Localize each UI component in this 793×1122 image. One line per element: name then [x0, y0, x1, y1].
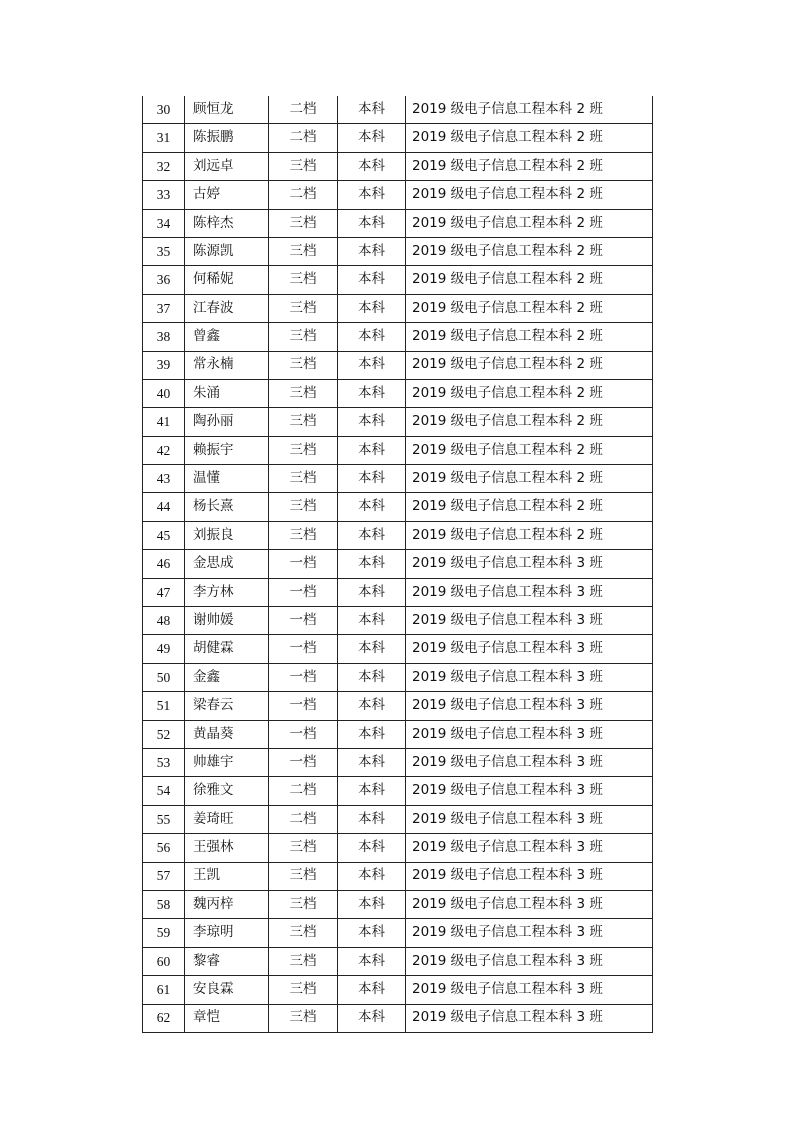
- class-name: 2019 级电子信息工程本科 3 班: [406, 805, 653, 833]
- table-row: [143, 663, 653, 691]
- class-name: 2019 级电子信息工程本科 3 班: [406, 1004, 653, 1032]
- row-number: 30: [143, 96, 185, 124]
- table-row: [143, 635, 653, 663]
- table-row: [143, 124, 653, 152]
- table-row: [143, 862, 653, 890]
- education-level: 本科: [338, 635, 406, 663]
- class-name: 2019 级电子信息工程本科 3 班: [406, 862, 653, 890]
- table-row: [143, 408, 653, 436]
- education-level: 本科: [338, 919, 406, 947]
- education-level: 本科: [338, 152, 406, 180]
- education-level: 本科: [338, 379, 406, 407]
- education-level: 本科: [338, 436, 406, 464]
- grade-tier: 三档: [269, 436, 338, 464]
- row-number: 43: [143, 465, 185, 493]
- student-name: 胡健霖: [185, 635, 269, 663]
- row-number: 38: [143, 323, 185, 351]
- grade-tier: 二档: [269, 777, 338, 805]
- education-level: 本科: [338, 521, 406, 549]
- student-roster-table: [142, 96, 653, 1033]
- row-number: 61: [143, 976, 185, 1004]
- table-row: [143, 96, 653, 124]
- student-name: 江春波: [185, 294, 269, 322]
- row-number: 57: [143, 862, 185, 890]
- grade-tier: 一档: [269, 550, 338, 578]
- grade-tier: 三档: [269, 408, 338, 436]
- class-name: 2019 级电子信息工程本科 3 班: [406, 890, 653, 918]
- student-name: 章恺: [185, 1004, 269, 1032]
- education-level: 本科: [338, 266, 406, 294]
- row-number: 32: [143, 152, 185, 180]
- education-level: 本科: [338, 323, 406, 351]
- table-row: [143, 720, 653, 748]
- student-name: 赖振宇: [185, 436, 269, 464]
- education-level: 本科: [338, 124, 406, 152]
- education-level: 本科: [338, 607, 406, 635]
- student-name: 王凯: [185, 862, 269, 890]
- class-name: 2019 级电子信息工程本科 2 班: [406, 351, 653, 379]
- education-level: 本科: [338, 181, 406, 209]
- row-number: 44: [143, 493, 185, 521]
- row-number: 42: [143, 436, 185, 464]
- table-row: [143, 493, 653, 521]
- grade-tier: 一档: [269, 692, 338, 720]
- row-number: 48: [143, 607, 185, 635]
- class-name: 2019 级电子信息工程本科 2 班: [406, 237, 653, 265]
- grade-tier: 三档: [269, 976, 338, 1004]
- grade-tier: 三档: [269, 152, 338, 180]
- row-number: 58: [143, 890, 185, 918]
- row-number: 36: [143, 266, 185, 294]
- education-level: 本科: [338, 947, 406, 975]
- table-row: [143, 237, 653, 265]
- class-name: 2019 级电子信息工程本科 3 班: [406, 834, 653, 862]
- table-row: [143, 692, 653, 720]
- table-row: [143, 294, 653, 322]
- row-number: 51: [143, 692, 185, 720]
- table-row: [143, 181, 653, 209]
- row-number: 40: [143, 379, 185, 407]
- student-name: 何稀妮: [185, 266, 269, 294]
- grade-tier: 三档: [269, 294, 338, 322]
- row-number: 54: [143, 777, 185, 805]
- class-name: 2019 级电子信息工程本科 2 班: [406, 465, 653, 493]
- table-row: [143, 976, 653, 1004]
- table-row: [143, 578, 653, 606]
- table-row: [143, 351, 653, 379]
- row-number: 59: [143, 919, 185, 947]
- class-name: 2019 级电子信息工程本科 3 班: [406, 692, 653, 720]
- class-name: 2019 级电子信息工程本科 3 班: [406, 720, 653, 748]
- table-row: [143, 266, 653, 294]
- row-number: 39: [143, 351, 185, 379]
- row-number: 45: [143, 521, 185, 549]
- student-name: 陈梓杰: [185, 209, 269, 237]
- grade-tier: 三档: [269, 266, 338, 294]
- row-number: 35: [143, 237, 185, 265]
- education-level: 本科: [338, 834, 406, 862]
- table-row: [143, 919, 653, 947]
- grade-tier: 三档: [269, 323, 338, 351]
- class-name: 2019 级电子信息工程本科 3 班: [406, 663, 653, 691]
- row-number: 41: [143, 408, 185, 436]
- education-level: 本科: [338, 890, 406, 918]
- student-name: 王强林: [185, 834, 269, 862]
- grade-tier: 三档: [269, 890, 338, 918]
- education-level: 本科: [338, 805, 406, 833]
- class-name: 2019 级电子信息工程本科 3 班: [406, 635, 653, 663]
- table-row: [143, 209, 653, 237]
- student-name: 陶孙丽: [185, 408, 269, 436]
- row-number: 49: [143, 635, 185, 663]
- row-number: 62: [143, 1004, 185, 1032]
- class-name: 2019 级电子信息工程本科 3 班: [406, 578, 653, 606]
- roster-body: [143, 96, 653, 1032]
- grade-tier: 一档: [269, 607, 338, 635]
- class-name: 2019 级电子信息工程本科 2 班: [406, 96, 653, 124]
- student-name: 徐雅文: [185, 777, 269, 805]
- education-level: 本科: [338, 237, 406, 265]
- grade-tier: 三档: [269, 351, 338, 379]
- education-level: 本科: [338, 209, 406, 237]
- table-row: [143, 947, 653, 975]
- grade-tier: 三档: [269, 379, 338, 407]
- row-number: 37: [143, 294, 185, 322]
- education-level: 本科: [338, 351, 406, 379]
- row-number: 46: [143, 550, 185, 578]
- table-row: [143, 550, 653, 578]
- student-name: 顾恒龙: [185, 96, 269, 124]
- grade-tier: 二档: [269, 124, 338, 152]
- grade-tier: 一档: [269, 578, 338, 606]
- student-name: 梁春云: [185, 692, 269, 720]
- class-name: 2019 级电子信息工程本科 2 班: [406, 436, 653, 464]
- grade-tier: 三档: [269, 862, 338, 890]
- table-row: [143, 607, 653, 635]
- student-name: 金思成: [185, 550, 269, 578]
- table-row: [143, 805, 653, 833]
- class-name: 2019 级电子信息工程本科 2 班: [406, 521, 653, 549]
- education-level: 本科: [338, 862, 406, 890]
- table-row: [143, 890, 653, 918]
- student-name: 魏丙梓: [185, 890, 269, 918]
- grade-tier: 三档: [269, 521, 338, 549]
- grade-tier: 三档: [269, 465, 338, 493]
- education-level: 本科: [338, 493, 406, 521]
- table-row: [143, 777, 653, 805]
- row-number: 31: [143, 124, 185, 152]
- table-row: [143, 834, 653, 862]
- student-name: 金鑫: [185, 663, 269, 691]
- grade-tier: 二档: [269, 181, 338, 209]
- education-level: 本科: [338, 720, 406, 748]
- class-name: 2019 级电子信息工程本科 2 班: [406, 181, 653, 209]
- student-name: 温懂: [185, 465, 269, 493]
- student-name: 李琼明: [185, 919, 269, 947]
- row-number: 60: [143, 947, 185, 975]
- class-name: 2019 级电子信息工程本科 3 班: [406, 550, 653, 578]
- grade-tier: 三档: [269, 209, 338, 237]
- student-name: 刘振良: [185, 521, 269, 549]
- grade-tier: 三档: [269, 1004, 338, 1032]
- student-name: 曾鑫: [185, 323, 269, 351]
- student-name: 陈振鹏: [185, 124, 269, 152]
- table-row: [143, 323, 653, 351]
- student-name: 杨长熹: [185, 493, 269, 521]
- class-name: 2019 级电子信息工程本科 3 班: [406, 748, 653, 776]
- class-name: 2019 级电子信息工程本科 3 班: [406, 947, 653, 975]
- table-row: [143, 521, 653, 549]
- row-number: 50: [143, 663, 185, 691]
- education-level: 本科: [338, 578, 406, 606]
- education-level: 本科: [338, 1004, 406, 1032]
- class-name: 2019 级电子信息工程本科 3 班: [406, 777, 653, 805]
- student-name: 黄晶葵: [185, 720, 269, 748]
- row-number: 47: [143, 578, 185, 606]
- table-row: [143, 436, 653, 464]
- grade-tier: 三档: [269, 493, 338, 521]
- education-level: 本科: [338, 294, 406, 322]
- student-name: 李方林: [185, 578, 269, 606]
- education-level: 本科: [338, 663, 406, 691]
- grade-tier: 一档: [269, 663, 338, 691]
- class-name: 2019 级电子信息工程本科 2 班: [406, 124, 653, 152]
- row-number: 56: [143, 834, 185, 862]
- education-level: 本科: [338, 96, 406, 124]
- grade-tier: 一档: [269, 748, 338, 776]
- student-name: 黎睿: [185, 947, 269, 975]
- class-name: 2019 级电子信息工程本科 3 班: [406, 976, 653, 1004]
- class-name: 2019 级电子信息工程本科 3 班: [406, 607, 653, 635]
- grade-tier: 三档: [269, 919, 338, 947]
- class-name: 2019 级电子信息工程本科 2 班: [406, 209, 653, 237]
- education-level: 本科: [338, 748, 406, 776]
- education-level: 本科: [338, 408, 406, 436]
- class-name: 2019 级电子信息工程本科 3 班: [406, 919, 653, 947]
- student-name: 谢帅媛: [185, 607, 269, 635]
- row-number: 55: [143, 805, 185, 833]
- row-number: 52: [143, 720, 185, 748]
- student-name: 朱涌: [185, 379, 269, 407]
- student-name: 古婷: [185, 181, 269, 209]
- education-level: 本科: [338, 550, 406, 578]
- education-level: 本科: [338, 465, 406, 493]
- grade-tier: 二档: [269, 96, 338, 124]
- class-name: 2019 级电子信息工程本科 2 班: [406, 323, 653, 351]
- grade-tier: 二档: [269, 805, 338, 833]
- student-name: 安良霖: [185, 976, 269, 1004]
- student-name: 姜琦旺: [185, 805, 269, 833]
- grade-tier: 三档: [269, 947, 338, 975]
- grade-tier: 一档: [269, 635, 338, 663]
- class-name: 2019 级电子信息工程本科 2 班: [406, 379, 653, 407]
- row-number: 33: [143, 181, 185, 209]
- table-row: [143, 465, 653, 493]
- class-name: 2019 级电子信息工程本科 2 班: [406, 493, 653, 521]
- table-row: [143, 152, 653, 180]
- class-name: 2019 级电子信息工程本科 2 班: [406, 266, 653, 294]
- student-name: 陈源凯: [185, 237, 269, 265]
- grade-tier: 三档: [269, 834, 338, 862]
- student-name: 刘远卓: [185, 152, 269, 180]
- education-level: 本科: [338, 976, 406, 1004]
- education-level: 本科: [338, 692, 406, 720]
- table-row: [143, 379, 653, 407]
- student-name: 帅雄宇: [185, 748, 269, 776]
- class-name: 2019 级电子信息工程本科 2 班: [406, 294, 653, 322]
- table-row: [143, 748, 653, 776]
- education-level: 本科: [338, 777, 406, 805]
- row-number: 53: [143, 748, 185, 776]
- grade-tier: 三档: [269, 237, 338, 265]
- grade-tier: 一档: [269, 720, 338, 748]
- class-name: 2019 级电子信息工程本科 2 班: [406, 408, 653, 436]
- student-name: 常永楠: [185, 351, 269, 379]
- row-number: 34: [143, 209, 185, 237]
- table-row: [143, 1004, 653, 1032]
- class-name: 2019 级电子信息工程本科 2 班: [406, 152, 653, 180]
